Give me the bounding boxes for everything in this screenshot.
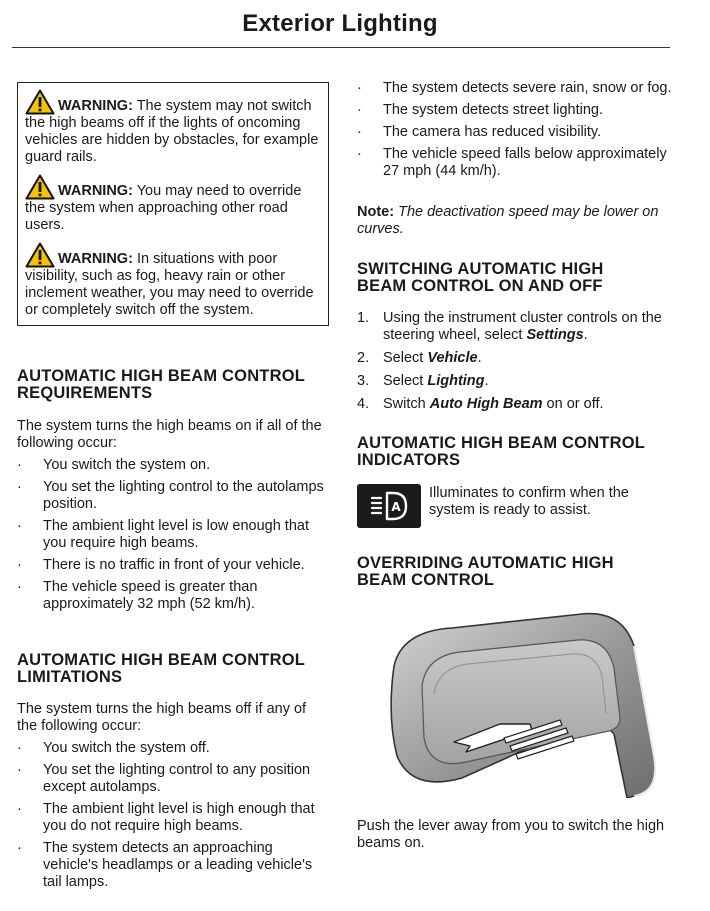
- note-text: The deactivation speed may be lower on curves.: [357, 204, 659, 237]
- list-item: · The vehicle speed falls below approximately 27 mph (44 km/h).: [357, 146, 667, 179]
- list-item: · The system detects street lighting.: [357, 102, 604, 118]
- step-item: 1. Using the instrument cluster controls on the steering wheel, select Settings.: [357, 310, 662, 343]
- limitations-heading: AUTOMATIC HIGH BEAM CONTROL LIMITATIONS: [17, 651, 305, 686]
- step-item: 3. Select Lighting.: [357, 373, 489, 389]
- figure-caption: Push the lever away from you to switch the high beams on.: [357, 818, 665, 851]
- list-item: · The camera has reduced visibility.: [357, 124, 602, 140]
- title-divider: [12, 47, 670, 48]
- warning-triangle-icon: [25, 89, 55, 115]
- list-item: · You switch the system on.: [17, 457, 211, 473]
- list-item: · The vehicle speed is greater than approximately 32 mph (52 km/h).: [17, 579, 258, 612]
- list-item: · You set the lighting control to any position except autolamps.: [17, 762, 311, 795]
- warning-text: The system may not switch the high beams off if the lights of oncoming vehicles are hidden by obstacles, for example guard rails.: [25, 98, 319, 165]
- list-item: · The system detects an approaching vehicle's headlamps or a leading vehicle's tail lamps.: [17, 840, 313, 890]
- high-beam-lever-illustration: [382, 606, 662, 798]
- list-item: · The ambient light level is high enough that you do not require high beams.: [17, 801, 315, 834]
- warning-1: [25, 89, 321, 166]
- step-item: 2. Select Vehicle.: [357, 350, 482, 366]
- warning-box: [17, 82, 329, 326]
- switching-steps: [357, 310, 677, 419]
- requirements-list: [17, 457, 327, 618]
- note-label: Note:: [357, 204, 395, 220]
- limitations-intro: The system turns the high beams off if any of the following occur:: [17, 701, 307, 734]
- warning-label: WARNING:: [58, 251, 133, 267]
- warning-2: [25, 174, 321, 234]
- list-item: · The system detects severe rain, snow or fog.: [357, 80, 672, 96]
- requirements-intro: The system turns the high beams on if all of the following occur:: [17, 418, 322, 451]
- indicator-description: Illuminates to confirm when the system is ready to assist.: [429, 485, 629, 518]
- switching-heading: SWITCHING AUTOMATIC HIGH BEAM CONTROL ON AND OFF: [357, 260, 604, 295]
- page-title: Exterior Lighting: [242, 10, 438, 37]
- warning-triangle-icon: [25, 174, 55, 200]
- limitations-list: [17, 740, 327, 896]
- requirements-heading: AUTOMATIC HIGH BEAM CONTROL REQUIREMENTS: [17, 367, 305, 402]
- svg-text:A: A: [391, 500, 401, 514]
- auto-high-beam-indicator-icon: [357, 484, 421, 528]
- warning-text: You may need to override the system when approaching other road users.: [25, 183, 302, 233]
- indicators-heading: AUTOMATIC HIGH BEAM CONTROL INDICATORS: [357, 434, 645, 469]
- list-item: · The ambient light level is low enough that you require high beams.: [17, 518, 309, 551]
- warning-text: In situations with poor visibility, such as fog, heavy rain or other inclement weather, you may need to override or completely switch off the system.: [25, 251, 314, 318]
- note: [357, 204, 677, 238]
- step-item: 4. Switch Auto High Beam on or off.: [357, 396, 604, 412]
- warning-label: WARNING:: [58, 183, 133, 199]
- list-item: · You set the lighting control to the autolamps position.: [17, 479, 324, 512]
- warning-label: WARNING:: [58, 98, 133, 114]
- list-item: · There is no traffic in front of your vehicle.: [17, 557, 305, 573]
- list-item: · You switch the system off.: [17, 740, 210, 756]
- warning-triangle-icon: [25, 242, 55, 268]
- overriding-heading: OVERRIDING AUTOMATIC HIGH BEAM CONTROL: [357, 554, 614, 589]
- warning-3: [25, 242, 321, 319]
- limitations-list-continued: [357, 80, 672, 185]
